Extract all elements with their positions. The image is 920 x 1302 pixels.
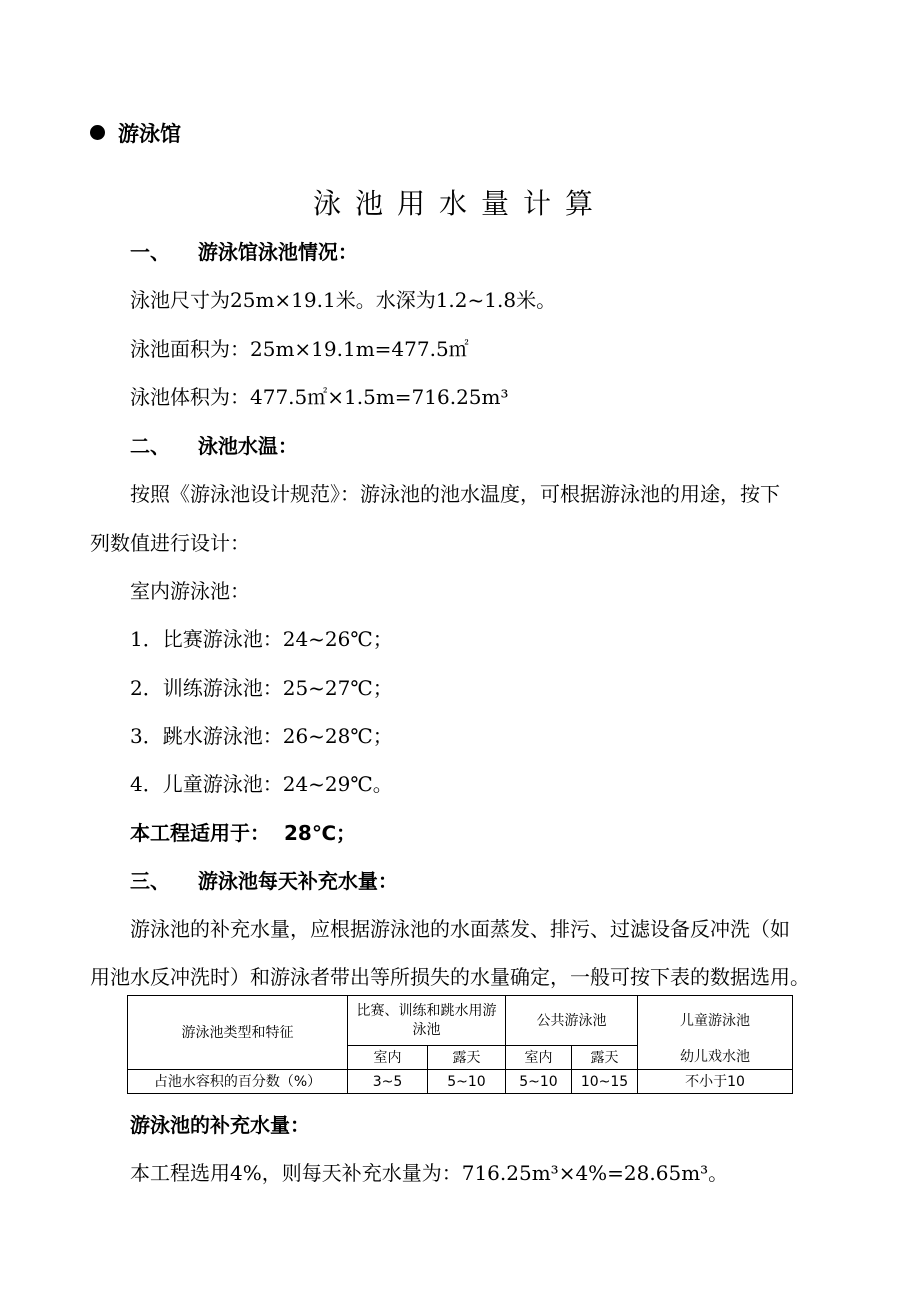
- table-corner-header: 游泳池类型和特征: [128, 996, 348, 1070]
- pool-size-line: 泳池尺寸为25m×19.1米。水深为1.2~1.8米。: [130, 288, 557, 312]
- temperature-item: 1．比赛游泳池：24~26℃；: [130, 627, 393, 651]
- indoor-subheader: 室内: [506, 1046, 572, 1070]
- public-pool-header: 公共游泳池: [506, 996, 638, 1046]
- table-cell: 5~10: [428, 1070, 506, 1094]
- bullet-icon: [90, 125, 105, 140]
- temperature-item: 4．儿童游泳池：24~29℃。: [130, 772, 393, 796]
- pool-volume-line: 泳池体积为：477.5㎡×1.5m=716.25m³: [130, 385, 509, 409]
- table-cell: 3~5: [348, 1070, 428, 1094]
- supply-heading: 游泳池的补充水量：: [130, 1113, 310, 1137]
- temperature-item: 3．跳水游泳池：26~28℃；: [130, 724, 393, 748]
- section-heading: 游泳馆: [118, 122, 181, 146]
- table-cell: 不小于10: [638, 1070, 793, 1094]
- table-row: [128, 1070, 793, 1094]
- indoor-pool-label: 室内游泳池：: [130, 579, 250, 603]
- indoor-subheader: 室内: [348, 1046, 428, 1070]
- pool-area-line: 泳池面积为：25m×19.1m=477.5㎡: [130, 337, 469, 361]
- row-label: 占池水容积的百分数（%）: [128, 1070, 348, 1094]
- supply-rate-table: [127, 995, 793, 1094]
- part2-heading: 二、 泳池水温：: [130, 434, 298, 458]
- document-title: 泳池用水量计算: [312, 187, 607, 220]
- children-pool-header: 儿童游泳池: [638, 996, 793, 1046]
- outdoor-subheader: 露天: [428, 1046, 506, 1070]
- part1-heading: 一、 游泳馆泳池情况：: [130, 240, 358, 264]
- kids-splash-pool-header: 幼儿戏水池: [638, 1046, 793, 1070]
- supply-paragraph-line1: 游泳池的补充水量，应根据游泳池的水面蒸发、排污、过滤设备反冲洗（如: [130, 917, 790, 941]
- applied-temperature-label: 本工程适用于：: [130, 821, 270, 845]
- supply-paragraph-line2: 用池水反冲洗时）和游泳者带出等所损失的水量确定，一般可按下表的数据选用。: [90, 965, 810, 989]
- part3-heading: 三、 游泳池每天补充水量：: [130, 869, 398, 893]
- temperature-intro-line2: 列数值进行设计：: [90, 531, 250, 555]
- applied-temperature-line: [130, 817, 356, 846]
- supply-result-line: 本工程选用4%，则每天补充水量为：716.25m³×4%=28.65m³。: [130, 1161, 729, 1185]
- table-cell: 10~15: [572, 1070, 638, 1094]
- applied-temperature-value: 28℃；: [284, 821, 357, 845]
- competition-pool-header: 比赛、训练和跳水用游泳池: [348, 996, 506, 1046]
- temperature-item: 2．训练游泳池：25~27℃；: [130, 676, 393, 700]
- outdoor-subheader: 露天: [572, 1046, 638, 1070]
- table-header-row: [128, 996, 793, 1046]
- table-cell: 5~10: [506, 1070, 572, 1094]
- temperature-intro-line1: 按照《游泳池设计规范》：游泳池的池水温度，可根据游泳池的用途，按下: [130, 482, 780, 506]
